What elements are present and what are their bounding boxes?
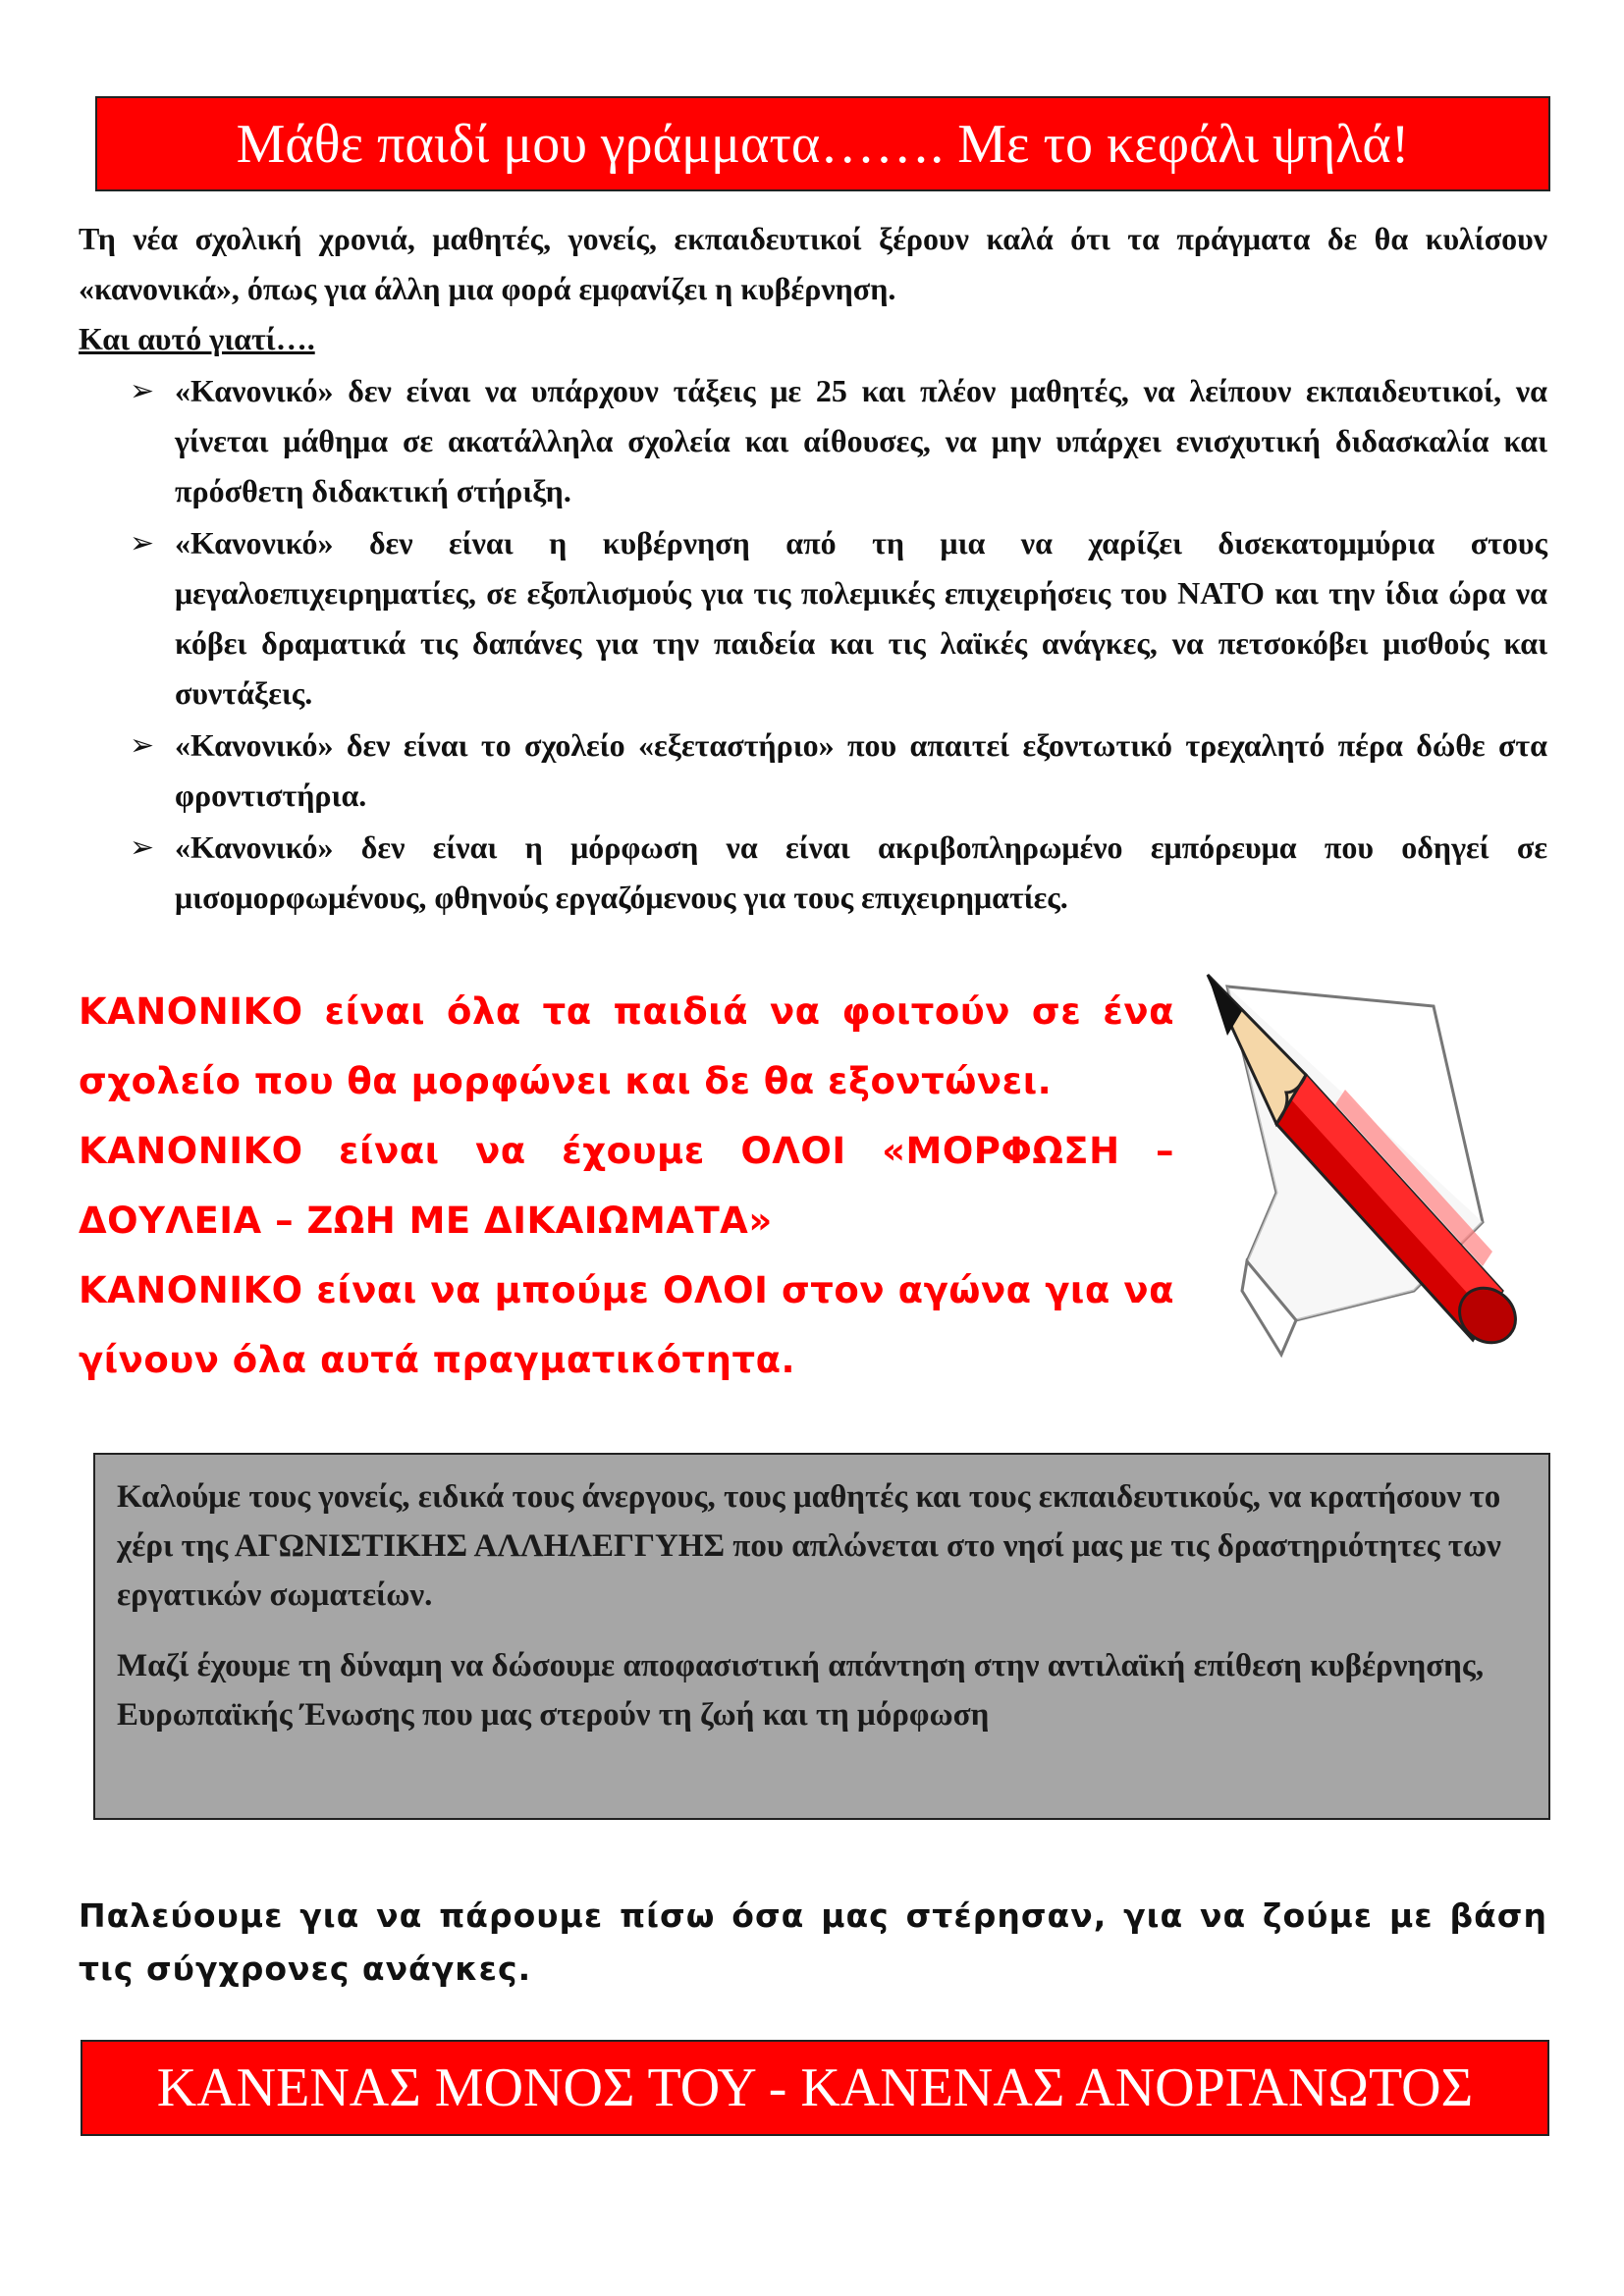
call-paragraph-1: Καλούμε τους γονείς, ειδικά τους άνεργους, τους μαθητές και τους εκπαιδευτικούς, να κρατήσουν το χέρι της ΑΓΩΝΙΣΤΙΚΗΣ ΑΛΛΗΛΕΓΓΥΗΣ που απλώνεται στο νησί μας με τις δραστηριότητες των εργατικών σωματείων.	[117, 1479, 1501, 1613]
intro-why-heading: Και αυτό γιατί….	[79, 321, 315, 356]
arrow-bullet-icon: ➢	[130, 830, 155, 865]
normal-statement-1: ΚΑΝΟΝΙΚΟ είναι όλα τα παιδιά να φοιτούν σε ένα σχολείο που θα μορφώνει και δε θα εξοντώνει.	[79, 990, 1174, 1102]
closing-statement	[79, 1890, 1547, 1996]
pencil-paper-illustration	[1188, 967, 1542, 1379]
list-item-text: «Κανονικό» δεν είναι η κυβέρνηση από τη μια να χαρίζει δισεκατομμύρια στους μεγαλοεπιχειρηματίες, σε εξοπλισμούς για τις πολεμικές επιχειρήσεις του ΝΑΤΟ και την ίδια ώρα να κόβει δραματικά τις δαπάνες για την παιδεία και τις λαϊκές ανάγκες, να πετσοκόβει μισθούς και συντάξεις.	[175, 525, 1547, 711]
reasons-list	[79, 366, 1547, 923]
list-item	[79, 518, 1547, 719]
normal-statement-2: ΚΑΝΟΝΙΚΟ είναι να έχουμε ΟΛΟΙ «ΜΟΡΦΩΣΗ – ΔΟΥΛΕΙΑ – ΖΩΗ ΜΕ ΔΙΚΑΙΩΜΑΤΑ»	[79, 1130, 1174, 1242]
intro-section	[79, 214, 1547, 923]
list-item	[79, 366, 1547, 516]
bottom-banner	[81, 2040, 1549, 2136]
top-banner-text: Μάθε παιδί μου γράμματα……. Με το κεφάλι ψηλά!	[236, 113, 1410, 175]
list-item	[79, 721, 1547, 821]
list-item-text: «Κανονικό» δεν είναι να υπάρχουν τάξεις με 25 και πλέον μαθητές, να λείπουν εκπαιδευτικοί, να γίνεται μάθημα σε ακατάλληλα σχολεία και αίθουσες, να μην υπάρχει ενισχυτική διδασκαλία και πρόσθετη διδακτική στήριξη.	[175, 373, 1547, 508]
arrow-bullet-icon: ➢	[130, 374, 155, 408]
normal-statements	[79, 977, 1174, 1395]
list-item	[79, 823, 1547, 923]
call-to-action-box	[93, 1453, 1550, 1820]
top-banner	[95, 96, 1550, 191]
normal-statement-3: ΚΑΝΟΝΙΚΟ είναι να μπούμε ΟΛΟΙ στον αγώνα για να γίνουν όλα αυτά πραγματικότητα.	[79, 1269, 1174, 1381]
closing-text: Παλεύουμε για να πάρουμε πίσω όσα μας στέρησαν, για να ζούμε με βάση τις σύγχρονες ανάγκες.	[79, 1896, 1547, 1988]
intro-lead: Τη νέα σχολική χρονιά, μαθητές, γονείς, εκπαιδευτικοί ξέρουν καλά ότι τα πράγματα δε θα κυλίσουν «κανονικά», όπως για άλλη μια φορά εμφανίζει η κυβέρνηση.	[79, 221, 1547, 306]
arrow-bullet-icon: ➢	[130, 728, 155, 763]
bottom-banner-text: ΚΑΝΕΝΑΣ ΜΟΝΟΣ ΤΟΥ - ΚΑΝΕΝΑΣ ΑΝΟΡΓΑΝΩΤΟΣ	[156, 2057, 1474, 2118]
list-item-text: «Κανονικό» δεν είναι το σχολείο «εξεταστήριο» που απαιτεί εξοντωτικό τρεχαλητό πέρα δώθε στα φροντιστήρια.	[175, 727, 1547, 813]
list-item-text: «Κανονικό» δεν είναι η μόρφωση να είναι ακριβοπληρωμένο εμπόρευμα που οδηγεί σε μισομορφωμένους, φθηνούς εργαζόμενους για τους επιχειρηματίες.	[175, 829, 1547, 915]
arrow-bullet-icon: ➢	[130, 526, 155, 561]
call-paragraph-2: Μαζί έχουμε τη δύναμη να δώσουμε αποφασιστική απάντηση στην αντιλαϊκή επίθεση κυβέρνησης, Ευρωπαϊκής Ένωσης που μας στερούν τη ζωή και τη μόρφωση	[117, 1648, 1485, 1733]
